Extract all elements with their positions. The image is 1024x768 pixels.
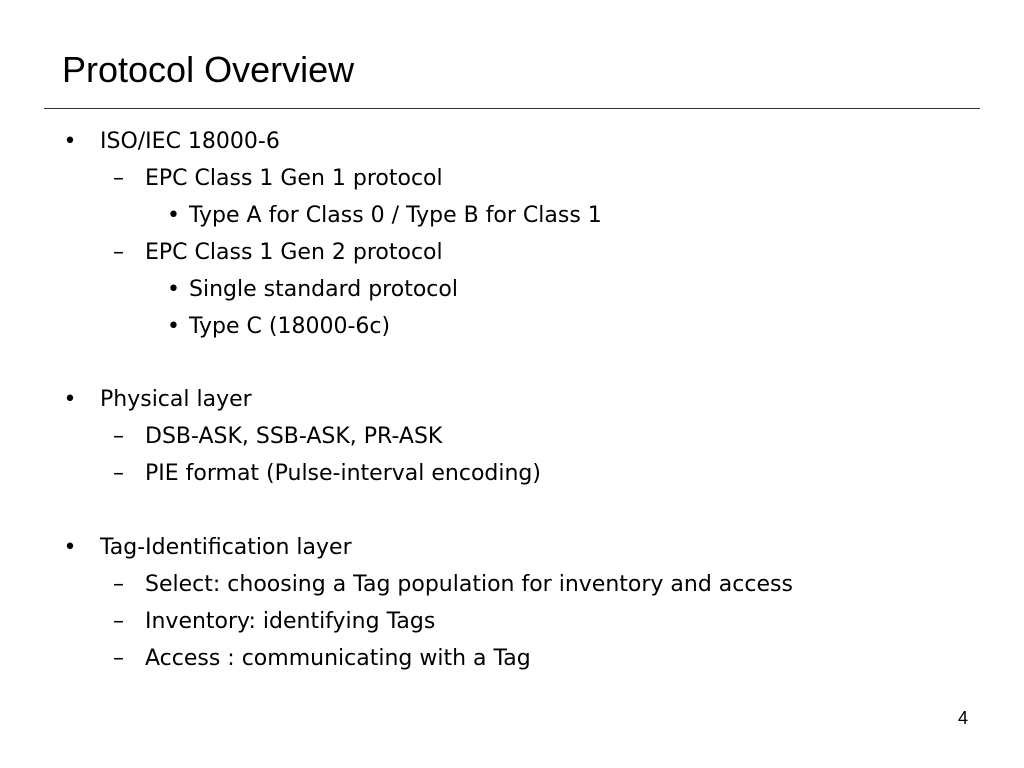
bullet-marker: • bbox=[63, 387, 77, 412]
bullet-text: Physical layer bbox=[100, 387, 252, 412]
bullet-marker: • bbox=[167, 277, 180, 302]
sub-bullet-item bbox=[113, 607, 436, 637]
sub-sub-bullet-item bbox=[167, 312, 391, 342]
bullet-text: Tag-Identification layer bbox=[100, 535, 352, 560]
bullet-marker: • bbox=[63, 535, 77, 560]
sub-sub-bullet-text: Type A for Class 0 / Type B for Class 1 bbox=[189, 203, 602, 228]
sub-bullet-item bbox=[113, 422, 443, 452]
sub-sub-bullet-item bbox=[167, 275, 458, 305]
sub-bullet-item bbox=[113, 238, 443, 268]
sub-bullet-text: EPC Class 1 Gen 1 protocol bbox=[145, 166, 443, 191]
sub-bullet-text: Inventory: identifying Tags bbox=[145, 609, 436, 634]
page-number: 4 bbox=[957, 708, 968, 728]
sub-sub-bullet-text: Type C (18000-6c) bbox=[189, 314, 391, 339]
dash-marker: – bbox=[113, 646, 124, 671]
bullet-marker: • bbox=[167, 314, 180, 339]
bullet-marker: • bbox=[167, 203, 180, 228]
sub-bullet-item bbox=[113, 459, 541, 489]
sub-bullet-text: EPC Class 1 Gen 2 protocol bbox=[145, 240, 443, 265]
sub-bullet-text: PIE format (Pulse-interval encoding) bbox=[145, 461, 541, 486]
sub-bullet-text: Access : communicating with a Tag bbox=[145, 646, 531, 671]
slide-title: Protocol Overview bbox=[62, 49, 355, 90]
dash-marker: – bbox=[113, 609, 124, 634]
sub-sub-bullet-text: Single standard protocol bbox=[189, 277, 458, 302]
bullet-marker: • bbox=[63, 129, 77, 154]
sub-bullet-item bbox=[113, 164, 443, 194]
sub-bullet-text: Select: choosing a Tag population for inventory and access bbox=[145, 572, 793, 597]
bullet-item bbox=[63, 385, 252, 415]
bullet-text: ISO/IEC 18000-6 bbox=[100, 129, 280, 154]
sub-bullet-item bbox=[113, 570, 793, 600]
sub-bullet-item bbox=[113, 644, 531, 674]
dash-marker: – bbox=[113, 424, 124, 449]
bullet-item bbox=[63, 533, 352, 563]
dash-marker: – bbox=[113, 240, 124, 265]
dash-marker: – bbox=[113, 461, 124, 486]
bullet-item bbox=[63, 127, 280, 157]
sub-sub-bullet-item bbox=[167, 201, 602, 231]
dash-marker: – bbox=[113, 166, 124, 191]
sub-bullet-text: DSB-ASK, SSB-ASK, PR-ASK bbox=[145, 424, 443, 449]
dash-marker: – bbox=[113, 572, 124, 597]
